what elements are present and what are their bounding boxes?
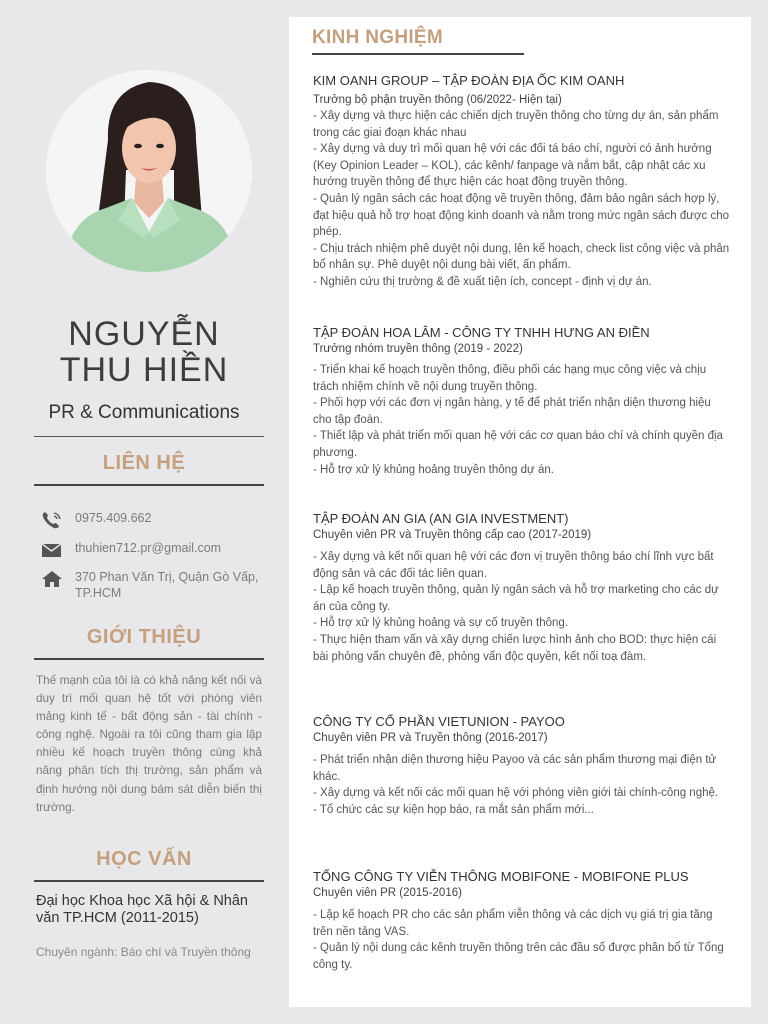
email-address: thuhien712.pr@gmail.com (75, 541, 222, 555)
job-entry (313, 510, 731, 665)
education-school: Đại học Khoa học Xã hội & Nhân văn TP.HCM (2011-2015) (36, 893, 248, 926)
job-item: - Lập kế hoạch PR cho các sản phẩm viễn thông và các dịch vụ giá trị gia tăng trên nền tảng VAS. (313, 909, 713, 938)
job-item: - Xây dựng và kết nối các mối quan hệ với phóng viên giới tài chính-công nghệ. (313, 787, 719, 800)
phone-number: 0975.409.662 (75, 511, 152, 525)
role-divider (34, 436, 264, 437)
intro-text: Thế mạnh của tôi là có khả năng kết nối và duy trì mối quan hệ tốt với phóng viên mảng kinh tế - bất động sản - tài chính - công nghệ. Ngoài ra tôi cũng tham gia lập nhiều kế hoạch truyền thông cùng khả năng phân tích thị trường, sản phẩm và định hướng nội dung bám sát diễn biến thị trường. (36, 674, 262, 814)
job-item: - Chịu trách nhiệm phê duyệt nội dung, lên kế hoạch, check list công việc và phân bổ nhân sự. Phê duyệt nội dung bài viết, ấn phẩm. (313, 242, 730, 272)
job-item: - Triển khai kế hoạch truyền thông, điều phối các hạng mục công việc và chịu trách nhiệm chính về nội dung truyền thông. (313, 364, 707, 393)
full-name (0, 316, 288, 388)
job-description (313, 752, 731, 818)
experience-section-title: KINH NGHIỆM (312, 27, 444, 48)
job-item: - Xây dựng và thực hiện các chiến dịch truyền thông cho từng dự án, sản phẩm trong các giai đoạn khác nhau (313, 110, 719, 139)
job-item: - Thiết lập và phát triển mối quan hệ với các cơ quan báo chí và chính quyền địa phương. (313, 430, 723, 459)
job-entry (313, 324, 731, 478)
job-company: TẬP ĐOÀN HOA LÂM - CÔNG TY TNHH HƯNG AN ĐIỀN (313, 325, 650, 340)
education-major: Chuyên ngành: Báo chí và Truyền thông (36, 945, 251, 959)
job-item: - Thực hiện tham vấn và xây dựng chiến lược hình ảnh cho BOD: thực hiện cái bài phỏng vấn chuyên đề, phỏng vấn độc quyền, kết nối toạ đàm. (313, 633, 717, 663)
name-line-1: NGUYỄN (68, 315, 220, 353)
email-icon (40, 540, 64, 560)
education-divider (34, 880, 264, 882)
job-item: - Xây dựng và kết nối quan hệ với các đơn vị truyền thông báo chí lĩnh vực bất động sản và các đối tác liên quan. (313, 551, 714, 580)
contact-email (40, 540, 270, 560)
job-item: - Quản lý ngân sách các hoạt động về truyền thông, đảm bảo ngân sách hợp lý, đạt hiệu quả hỗ trợ hoạt động kinh doanh và nằm trong mức ngân sách được cho phép. (313, 192, 729, 239)
job-company: CÔNG TY CỔ PHẦN VIETUNION - PAYOO (313, 714, 565, 729)
education-section-title: HỌC VẤN (96, 848, 192, 870)
intro-section-title: GIỚI THIỆU (86, 626, 202, 648)
contact-phone (40, 510, 270, 530)
job-item: - Hỗ trợ xử lý khủng hoảng truyền thông dự án. (313, 463, 554, 476)
job-item: - Quản lý nội dung các kênh truyền thông trên các đầu số được phân bổ từ Tổng công ty. (313, 942, 724, 971)
address-text: 370 Phan Văn Trị, Quận Gò Vấp, TP.HCM (75, 570, 259, 600)
job-role: PR & Communications (48, 402, 240, 423)
job-entry (313, 72, 731, 291)
portrait-illustration (46, 70, 252, 272)
job-position: Chuyên viên PR và Truyền thông cấp cao (2017-2019) (313, 529, 592, 541)
name-line-2: THU HIỀN (59, 351, 229, 389)
job-position: Trưởng nhóm truyền thông (2019 - 2022) (313, 343, 523, 355)
intro-divider (34, 658, 264, 660)
job-entry (313, 713, 731, 818)
job-company: TẬP ĐOÀN AN GIA (AN GIA INVESTMENT) (313, 511, 569, 526)
job-company: KIM OANH GROUP – TẬP ĐOÀN ĐỊA ỐC KIM OANH (313, 73, 625, 88)
profile-photo (46, 70, 252, 272)
job-item: - Lập kế hoạch truyền thông, quản lý ngân sách và hỗ trợ marketing cho các dự án của công ty. (313, 584, 719, 613)
job-item: - Tổ chức các sự kiện họp báo, ra mắt sản phẩm mới... (313, 803, 594, 816)
job-description (313, 907, 731, 973)
job-company: TỔNG CÔNG TY VIỄN THÔNG MOBIFONE - MOBIFONE PLUS (313, 869, 689, 884)
job-position: Chuyên viên PR (2015-2016) (313, 887, 462, 899)
contact-section-title: LIÊN HỆ (102, 452, 186, 474)
home-icon (40, 569, 64, 589)
job-item: - Nghiên cứu thị trường & đề xuất tiện ích, concept - định vị dự án. (313, 275, 652, 288)
experience-panel (289, 17, 751, 1007)
contact-address (40, 569, 270, 601)
job-item: - Phối hợp với các đơn vị ngân hàng, y tế để phát triển nhận diện thương hiệu cho tập đoàn. (313, 397, 711, 426)
job-description (313, 362, 731, 478)
phone-icon (40, 510, 64, 530)
job-position: Trưởng bộ phận truyền thông (06/2022- Hiện tại) (313, 94, 562, 106)
job-position: Chuyên viên PR và Truyền thông (2016-2017) (313, 732, 548, 744)
job-item: - Hỗ trợ xử lý khủng hoảng và sự cố truyền thông. (313, 617, 568, 630)
job-description (313, 108, 731, 291)
job-entry (313, 868, 731, 973)
sidebar (0, 0, 288, 1024)
experience-divider (312, 53, 524, 55)
job-item: - Phát triển nhận diện thương hiệu Payoo và các sản phẩm thương mại điện tử khác. (313, 754, 717, 783)
job-item: - Xây dựng và duy trì mối quan hệ với các đối tá báo chí, người có ảnh hưởng (Key Opinion Leader – KOL), các kênh/ fanpage và nắm bắt, cập nhật các xu hướng truyền thông để thực hiện các hoạt động truyền thông. (313, 143, 712, 189)
contact-divider (34, 484, 264, 486)
job-description (313, 549, 731, 665)
